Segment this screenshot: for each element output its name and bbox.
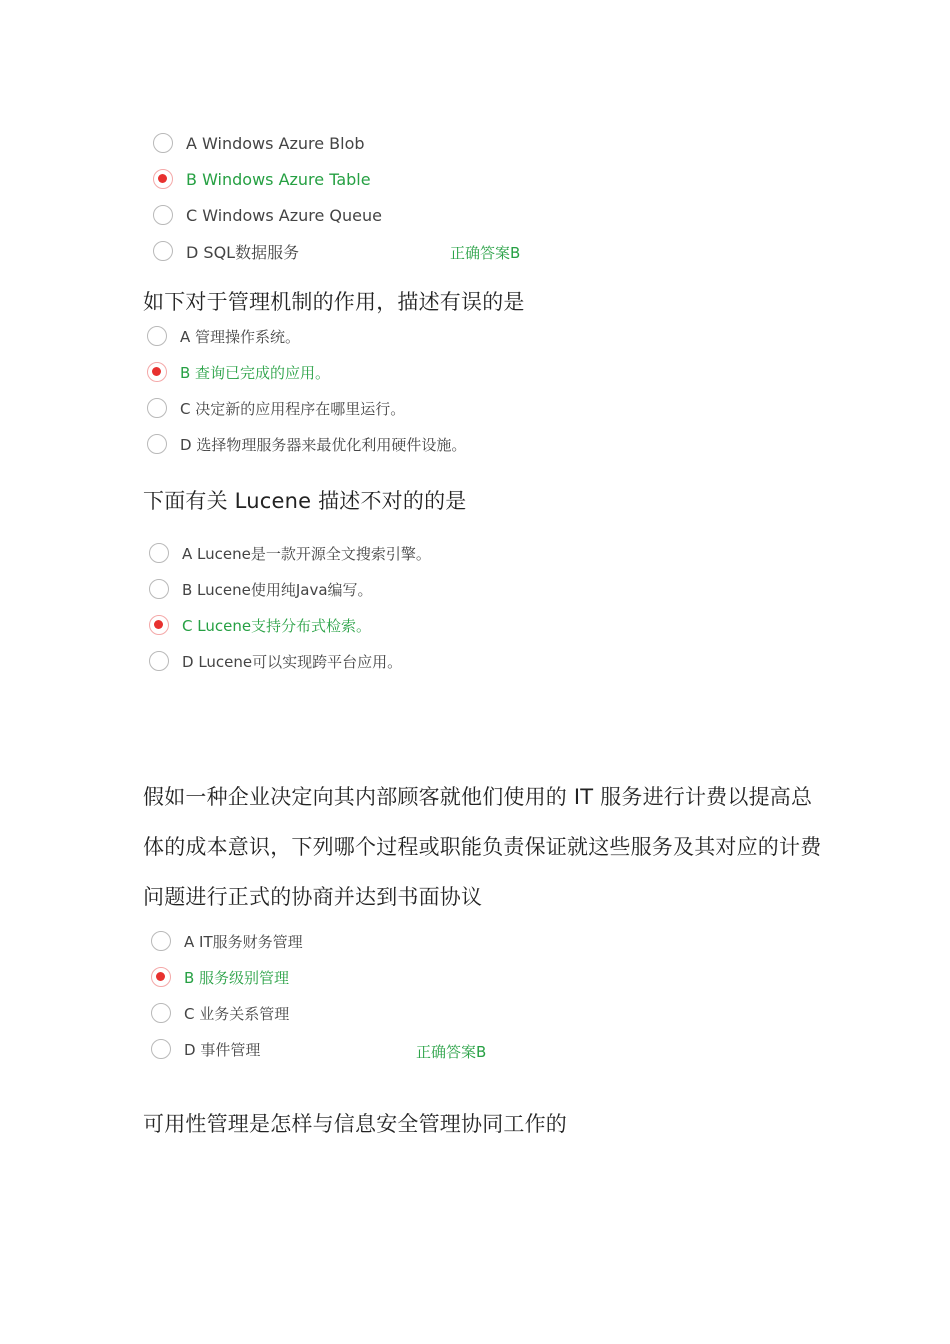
radio-icon[interactable] xyxy=(153,205,173,225)
radio-icon[interactable] xyxy=(153,133,173,153)
radio-checked-icon[interactable] xyxy=(153,169,173,189)
option-label: D 选择物理服务器来最优化利用硬件设施。 xyxy=(180,435,467,454)
radio-icon[interactable] xyxy=(147,326,167,346)
radio-icon[interactable] xyxy=(149,579,169,599)
radio-icon[interactable] xyxy=(149,543,169,563)
radio-icon[interactable] xyxy=(147,398,167,418)
option-2b[interactable] xyxy=(147,358,330,386)
correct-answer: 正确答案B xyxy=(450,244,521,262)
option-3d[interactable] xyxy=(149,647,402,675)
radio-checked-icon[interactable] xyxy=(149,615,169,635)
option-label: B Windows Azure Table xyxy=(186,169,371,189)
option-label: B Lucene使用纯Java编写。 xyxy=(182,580,373,599)
option-1a[interactable] xyxy=(153,129,365,157)
option-4d[interactable] xyxy=(151,1035,260,1063)
radio-icon[interactable] xyxy=(153,241,173,261)
option-label: C 业务关系管理 xyxy=(184,1004,290,1023)
question-text: 如下对于管理机制的作用，描述有误的是 xyxy=(143,290,525,314)
option-3a[interactable] xyxy=(149,539,431,567)
option-4c[interactable] xyxy=(151,999,289,1027)
option-label: B 服务级别管理 xyxy=(184,968,290,987)
option-label: B 查询已完成的应用。 xyxy=(180,363,331,382)
option-1c[interactable] xyxy=(153,201,382,229)
radio-checked-icon[interactable] xyxy=(151,967,171,987)
radio-icon[interactable] xyxy=(151,1003,171,1023)
option-3b[interactable] xyxy=(149,575,373,603)
option-label: A Lucene是一款开源全文搜索引擎。 xyxy=(182,544,431,563)
radio-icon[interactable] xyxy=(147,434,167,454)
option-2d[interactable] xyxy=(147,430,466,458)
option-label: D Lucene可以实现跨平台应用。 xyxy=(182,652,403,671)
option-1b[interactable] xyxy=(153,165,371,193)
option-label: A 管理操作系统。 xyxy=(180,327,301,346)
radio-checked-icon[interactable] xyxy=(147,362,167,382)
radio-icon[interactable] xyxy=(151,931,171,951)
option-label: D SQL数据服务 xyxy=(186,242,300,262)
option-label: D 事件管理 xyxy=(184,1040,261,1059)
radio-icon[interactable] xyxy=(149,651,169,671)
option-label: C Windows Azure Queue xyxy=(186,205,382,225)
option-label: C Lucene支持分布式检索。 xyxy=(182,616,372,635)
option-3c[interactable] xyxy=(149,611,371,639)
option-1d[interactable] xyxy=(153,237,299,265)
option-4a[interactable] xyxy=(151,927,303,955)
correct-answer: 正确答案B xyxy=(416,1043,487,1061)
option-4b[interactable] xyxy=(151,963,289,991)
question-text: 下面有关 Lucene 描述不对的的是 xyxy=(143,489,467,513)
question-text: 假如一种企业决定向其内部顾客就他们使用的 IT 服务进行计费以提高总体的成本意识，下列哪个过程或职能负责保证就这些服务及其对应的计费问题进行正式的协商并达到书面协议 xyxy=(143,785,822,909)
option-label: A Windows Azure Blob xyxy=(186,133,365,153)
radio-icon[interactable] xyxy=(151,1039,171,1059)
question-text: 可用性管理是怎样与信息安全管理协同工作的 xyxy=(143,1112,567,1136)
option-label: A IT服务财务管理 xyxy=(184,932,303,951)
option-2a[interactable] xyxy=(147,322,300,350)
option-2c[interactable] xyxy=(147,394,405,422)
option-label: C 决定新的应用程序在哪里运行。 xyxy=(180,399,406,418)
